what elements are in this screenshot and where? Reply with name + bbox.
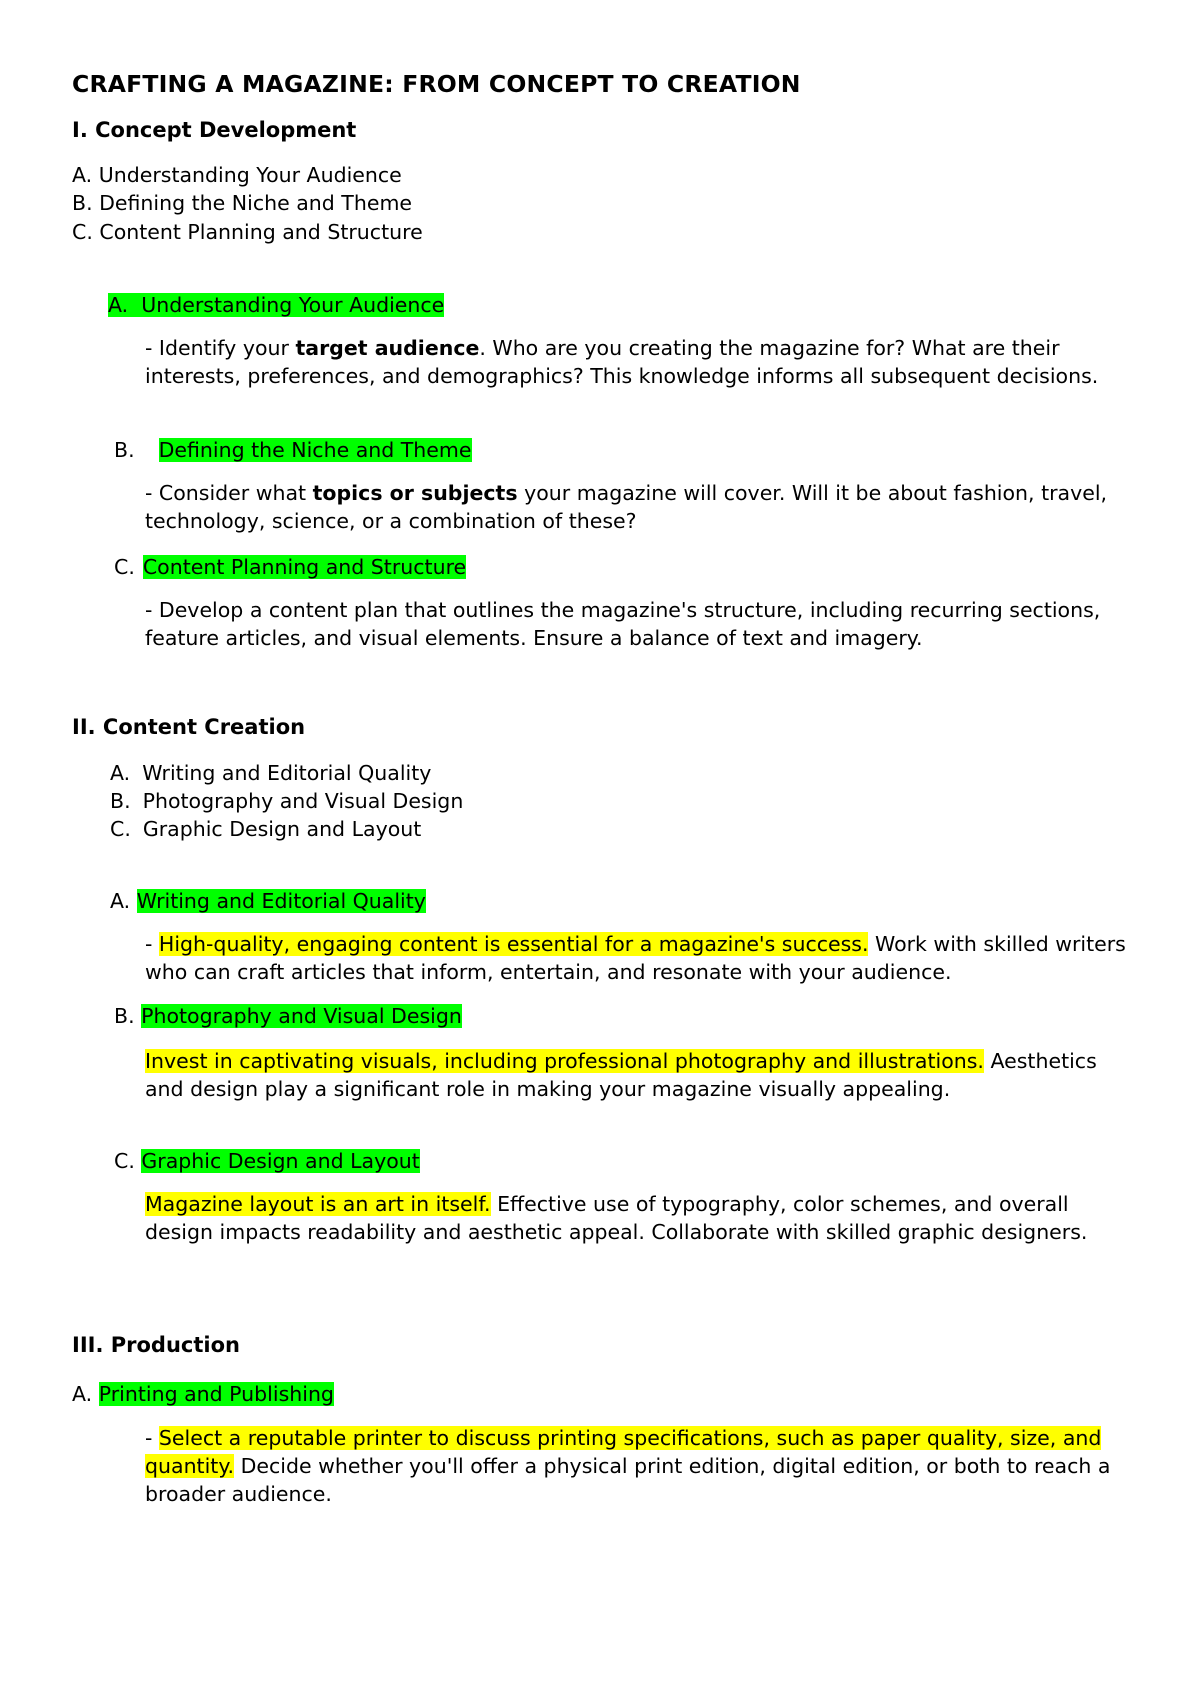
subsection-letter: C. — [114, 555, 135, 579]
subsection-letter: B. — [114, 438, 135, 462]
body-text: - — [145, 932, 159, 956]
outline-item — [110, 759, 431, 787]
subsection-title: Graphic Design and Layout — [141, 1149, 420, 1173]
outline-label: Writing and Editorial Quality — [142, 761, 432, 785]
body-text: Aesthetics and design play a significant role in making your magazine visually appealing. — [145, 1049, 1097, 1101]
subsection-body — [145, 1424, 1135, 1508]
subsection-heading — [114, 553, 466, 581]
subsection-title: Content Planning and Structure — [142, 555, 467, 579]
subsection-title: Photography and Visual Design — [141, 1004, 462, 1028]
outline-label: Defining the Niche and Theme — [99, 191, 413, 215]
subsection-heading — [108, 291, 444, 319]
highlighted-sentence: Invest in captivating visuals, including professional photography and illustrations. — [145, 1049, 984, 1073]
subsection-letter: A. — [72, 1382, 93, 1406]
subsection-body — [145, 334, 1135, 390]
section-title: Content Creation — [102, 715, 306, 739]
outline-letter: A. — [110, 761, 131, 785]
outline-label: Understanding Your Audience — [98, 163, 402, 187]
outline-item — [110, 787, 463, 815]
subsection-letter: A. — [110, 889, 131, 913]
bold-term: target audience — [295, 336, 480, 360]
bold-term: topics or subjects — [312, 481, 518, 505]
section-numeral: III. — [72, 1333, 104, 1357]
body-text: Decide whether you'll offer a physical print edition, digital edition, or both to reach a broader audience. — [145, 1454, 1111, 1506]
subsection-body — [145, 930, 1135, 986]
outline-letter: C. — [110, 817, 131, 841]
subsection-letter: B. — [114, 1004, 135, 1028]
body-text: - Identify your — [145, 336, 296, 360]
subsection-letter: A. — [108, 293, 129, 317]
outline-item — [72, 218, 423, 246]
subsection-letter: C. — [114, 1149, 135, 1173]
body-text: your magazine will cover. Will it be about fashion, travel, technology, science, or a combination of these? — [145, 481, 1108, 533]
outline-letter: B. — [110, 789, 131, 813]
subsection-title: Defining the Niche and Theme — [158, 438, 472, 462]
outline-letter: A. — [72, 163, 93, 187]
subsection-heading — [110, 887, 426, 915]
subsection-title: Understanding Your Audience — [141, 293, 445, 317]
outline-item — [110, 815, 421, 843]
subsection-title: Printing and Publishing — [98, 1382, 334, 1406]
body-text: Work with skilled writers who can craft articles that inform, entertain, and resonate with your audience. — [145, 932, 1126, 984]
highlighted-sentence: Magazine layout is an art in itself. — [145, 1192, 491, 1216]
document-title: CRAFTING A MAGAZINE: FROM CONCEPT TO CREATION — [72, 70, 801, 98]
section-numeral: II. — [72, 715, 96, 739]
body-text: - Develop a content plan that outlines the magazine's structure, including recurring sections, feature articles, and visual elements. Ensure a balance of text and imagery. — [145, 598, 1101, 650]
subsection-heading — [114, 1002, 462, 1030]
outline-label: Photography and Visual Design — [142, 789, 464, 813]
subsection-title: Writing and Editorial Quality — [136, 889, 426, 913]
highlighted-sentence: Select a reputable printer to discuss printing specifications, such as paper quality, size, and quantity. — [145, 1426, 1102, 1478]
subsection-body — [145, 479, 1135, 535]
section-heading-1 — [72, 118, 356, 142]
subsection-body — [145, 1190, 1135, 1246]
outline-letter: C. — [72, 220, 93, 244]
highlighted-heading — [108, 293, 444, 317]
section-numeral: I. — [72, 118, 88, 142]
body-text: - — [145, 1426, 159, 1450]
section-title: Concept Development — [95, 118, 357, 142]
subsection-body — [145, 1047, 1135, 1103]
section-heading-2 — [72, 715, 305, 739]
outline-label: Graphic Design and Layout — [142, 817, 422, 841]
subsection-heading — [114, 436, 472, 464]
body-text: . Who are you creating the magazine for? What are their interests, preferences, and demographics? This knowledge informs all subsequent decisions. — [145, 336, 1099, 388]
outline-label: Content Planning and Structure — [99, 220, 423, 244]
outline-item — [72, 189, 412, 217]
outline-item — [72, 161, 402, 189]
subsection-body — [145, 596, 1135, 652]
body-text: Effective use of typography, color schemes, and overall design impacts readability and aesthetic appeal. Collaborate with skilled graphic designers. — [145, 1192, 1088, 1244]
outline-letter: B. — [72, 191, 93, 215]
body-text: - Consider what — [145, 481, 313, 505]
section-title: Production — [110, 1333, 240, 1357]
subsection-heading — [72, 1380, 334, 1408]
highlighted-sentence: High-quality, engaging content is essential for a magazine's success. — [158, 932, 869, 956]
section-heading-3 — [72, 1333, 240, 1357]
subsection-heading — [114, 1147, 420, 1175]
